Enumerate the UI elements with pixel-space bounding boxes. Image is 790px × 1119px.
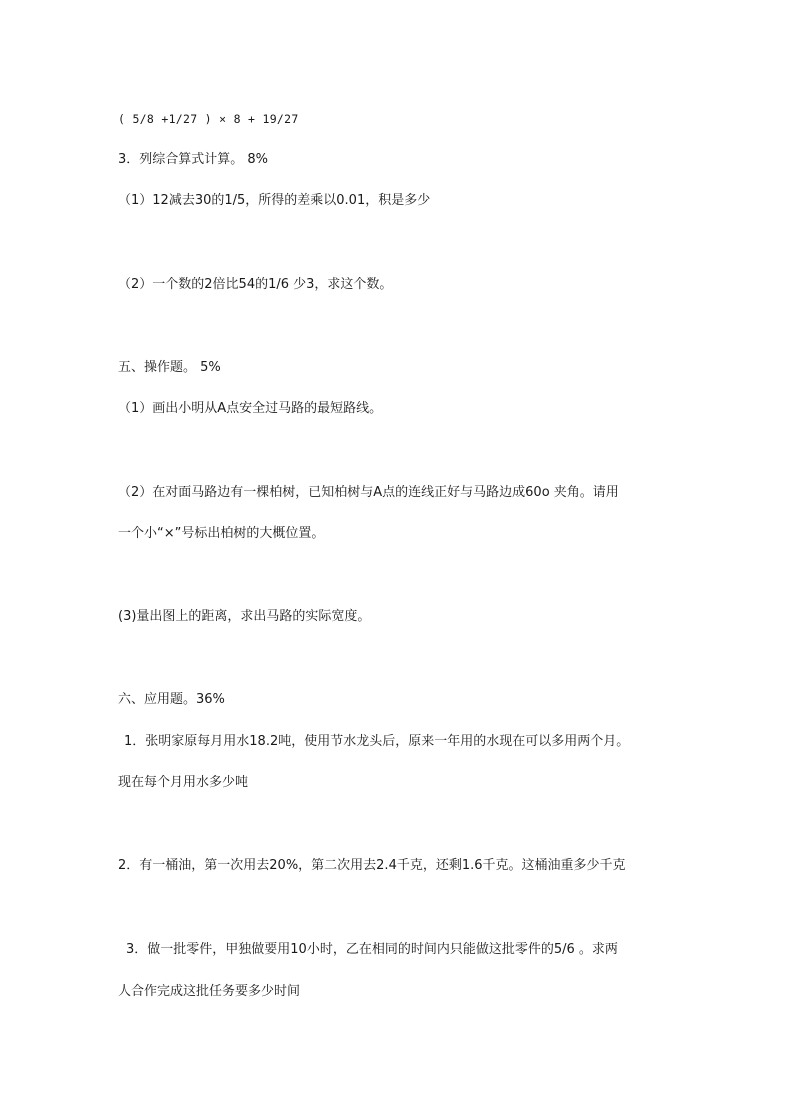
expression-line: ( 5/8 +1/27 ) × 8 + 19/27 — [118, 112, 299, 126]
section-6-question-3-line-2: 人合作完成这批任务要多少时间 — [118, 984, 301, 999]
section-5-question-2-line-2: 一个小“×”号标出柏树的大概位置。 — [118, 526, 325, 541]
section-5-question-1: （1）画出小明从A点安全过马路的最短路线。 — [118, 401, 383, 416]
section-3-question-2: （2）一个数的2倍比54的1/6 少3，求这个数。 — [118, 277, 393, 292]
section-5-question-3: (3)量出图上的距离，求出马路的实际宽度。 — [118, 609, 371, 624]
section-6-question-2: 2．有一桶油，第一次用去20%，第二次用去2.4千克，还剩1.6千克。这桶油重多少千克 — [118, 858, 626, 873]
section-3-question-1: （1）12减去30的1/5，所得的差乘以0.01，积是多少 — [118, 193, 431, 208]
section-5-question-2-line-1: （2）在对面马路边有一棵柏树，已知柏树与A点的连线正好与马路边成60o 夹角。请用 — [118, 485, 619, 500]
section-6-question-1-line-2: 现在每个月用水多少吨 — [118, 775, 249, 790]
section-6-question-1-line-1: 1．张明家原每月用水18.2吨，使用节水龙头后，原来一年用的水现在可以多用两个月。 — [124, 734, 630, 749]
section-3-heading: 3．列综合算式计算。 8% — [118, 152, 269, 167]
section-6-heading: 六、应用题。36% — [118, 692, 225, 707]
section-6-question-3-line-1: 3．做一批零件，甲独做要用10小时，乙在相同的时间内只能做这批零件的5/6 。求两 — [126, 942, 618, 957]
section-5-heading: 五、操作题。 5% — [118, 360, 221, 375]
